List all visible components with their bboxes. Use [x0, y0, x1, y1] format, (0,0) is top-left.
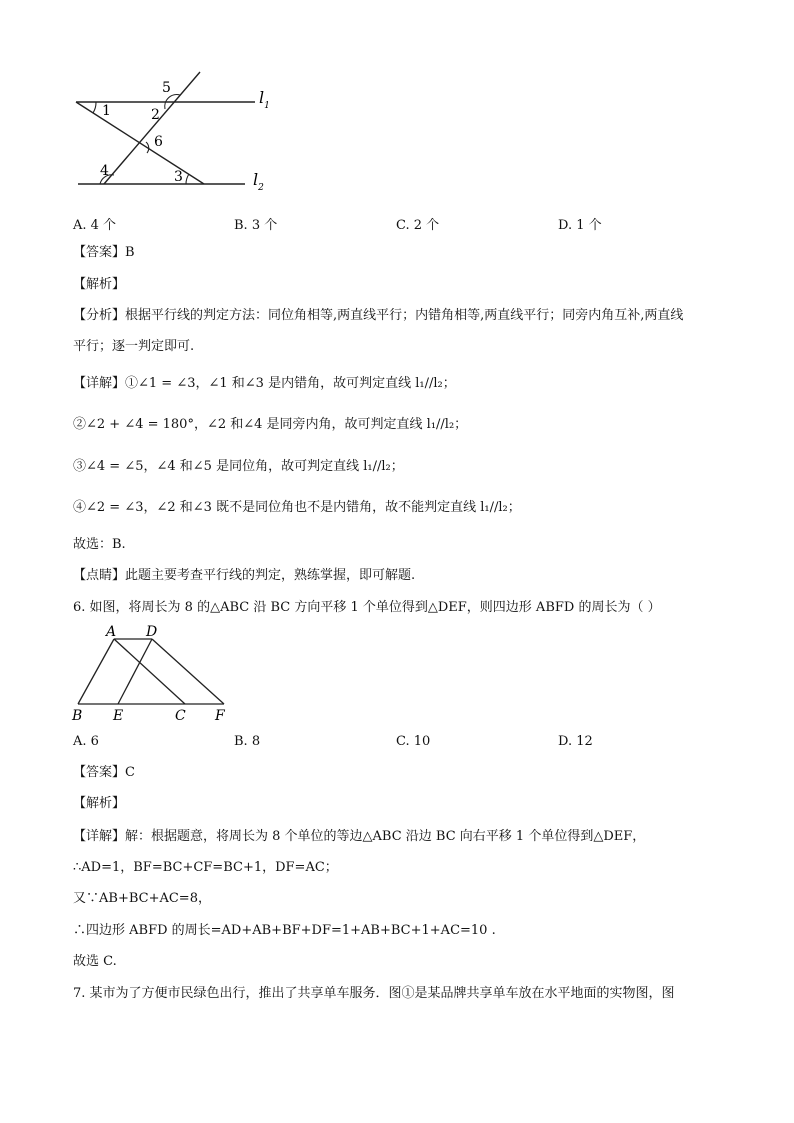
- label-angle-5: 5: [162, 80, 171, 96]
- q5-fenxi-line-2: 平行；逐一判定即可.: [73, 339, 195, 354]
- q6-detail-line-4: ∴四边形 ABFD 的周长=AD+AB+BF+DF=1+AB+BC+1+AC=10 .: [73, 923, 496, 938]
- point-f-label: F: [215, 708, 225, 724]
- q5-detail-line-2: ②∠2 + ∠4 = 180°，∠2 和∠4 是同旁内角，故可判定直线 l₁//l₂；: [73, 417, 468, 432]
- q5-answer: 【答案】B: [73, 245, 135, 260]
- point-c-label: C: [175, 708, 186, 724]
- q6-option-c: C. 10: [396, 734, 431, 749]
- q5-comment: 【点睛】此题主要考查平行线的判定，熟练掌握，即可解题.: [73, 568, 416, 583]
- label-angle-6: 6: [154, 134, 163, 150]
- translation-figure: [70, 622, 240, 724]
- q6-stem: 6. 如图，将周长为 8 的△ABC 沿 BC 方向平移 1 个单位得到△DEF，则四边形 ABFD 的周长为（ ）: [73, 600, 661, 615]
- q6-detail-line-1: 【详解】解：根据题意，将周长为 8 个单位的等边△ABC 沿边 BC 向右平移 1 个单位得到△DEF，: [73, 829, 646, 844]
- segment-ac: [114, 639, 185, 704]
- q5-choice: 故选：B.: [73, 537, 126, 552]
- segment-df: [152, 639, 224, 704]
- parallel-lines-figure: [70, 65, 280, 200]
- segment-ab: [78, 639, 114, 704]
- q5-detail-line-1: 【详解】①∠1 = ∠3，∠1 和∠3 是内错角，故可判定直线 l₁//l₂；: [73, 376, 456, 391]
- q5-option-c: C. 2 个: [396, 218, 440, 233]
- label-angle-2: 2: [151, 107, 160, 123]
- q5-option-a: A. 4 个: [73, 218, 117, 233]
- label-angle-4: 4: [100, 163, 109, 179]
- q5-option-b: B. 3 个: [234, 218, 278, 233]
- q5-fenxi-line-1: 【分析】根据平行线的判定方法：同位角相等,两直线平行；内错角相等,两直线平行；同旁内角互补,两直线: [73, 308, 684, 323]
- q5-detail-line-4: ④∠2 = ∠3，∠2 和∠3 既不是同位角也不是内错角，故不能判定直线 l₁//l₂；: [73, 500, 521, 515]
- q6-analysis-tag: 【解析】: [73, 796, 126, 811]
- q7-stem: 7. 某市为了方便市民绿色出行，推出了共享单车服务．图①是某品牌共享单车放在水平地面的实物图，图: [73, 986, 675, 1001]
- point-b-label: B: [72, 708, 83, 724]
- point-e-label: E: [113, 708, 124, 724]
- q5-option-d: D. 1 个: [558, 218, 602, 233]
- q6-option-a: A. 6: [73, 734, 99, 749]
- q5-detail-line-3: ③∠4 = ∠5，∠4 和∠5 是同位角，故可判定直线 l₁//l₂；: [73, 459, 404, 474]
- q6-choice: 故选 C.: [73, 954, 117, 969]
- label-angle-1: 1: [102, 103, 111, 119]
- label-angle-3: 3: [174, 169, 183, 185]
- q6-detail-line-2: ∴AD=1，BF=BC+CF=BC+1，DF=AC；: [73, 860, 338, 875]
- angle-1-arc: [93, 102, 96, 113]
- label-l2: $l_2$: [253, 170, 264, 193]
- transversal-2: [104, 72, 200, 184]
- q6-answer: 【答案】C: [73, 765, 135, 780]
- point-a-label: A: [106, 624, 117, 640]
- point-d-label: D: [146, 624, 158, 640]
- q6-option-b: B. 8: [234, 734, 261, 749]
- q6-option-d: D. 12: [558, 734, 593, 749]
- label-l1: $l_1$: [259, 88, 270, 111]
- q5-analysis-tag: 【解析】: [73, 277, 126, 292]
- angle-3-arc: [186, 174, 189, 184]
- segment-de: [118, 639, 152, 704]
- q6-detail-line-3: 又∵AB+BC+AC=8，: [73, 891, 211, 906]
